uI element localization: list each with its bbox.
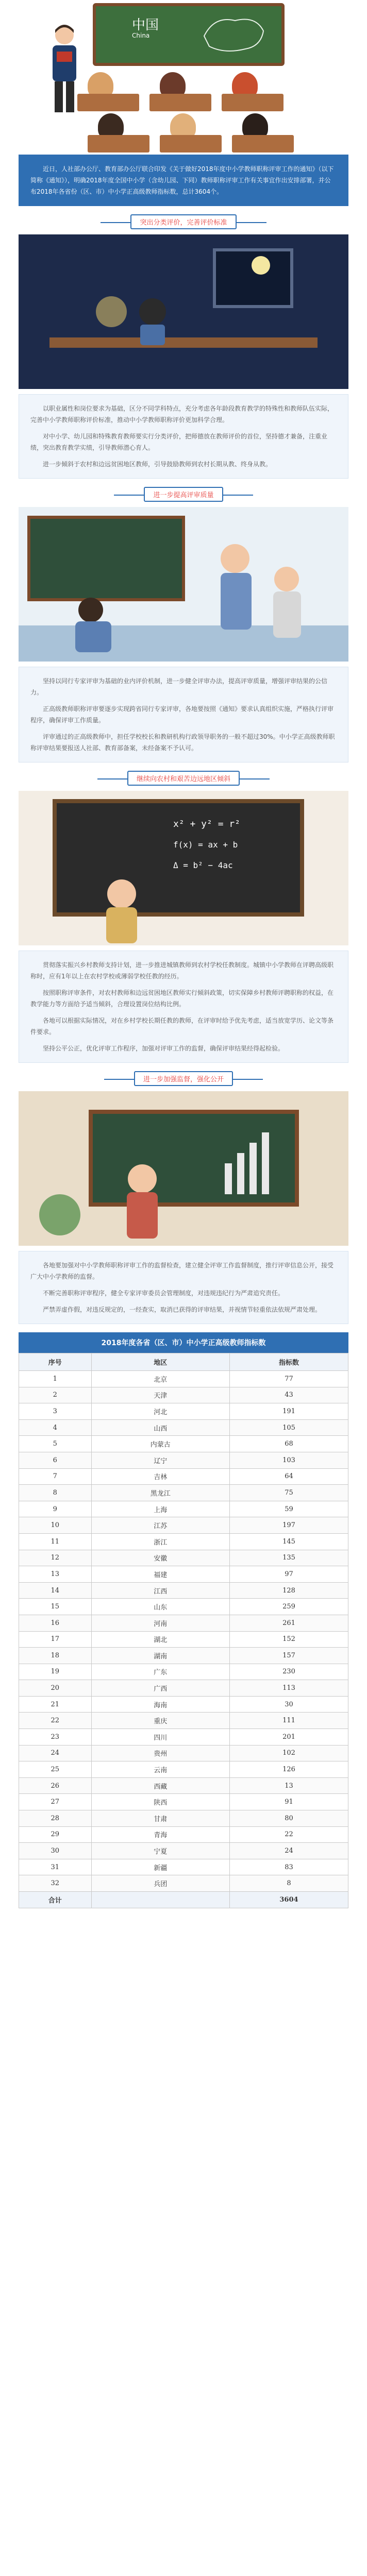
row-quota: 24 bbox=[229, 1843, 348, 1859]
section-heading: 进一步加强监督，强化公开 bbox=[134, 1071, 233, 1086]
row-quota: 145 bbox=[229, 1533, 348, 1550]
section-heading-wrap bbox=[0, 762, 367, 791]
row-region: 海南 bbox=[91, 1696, 229, 1713]
row-region: 山西 bbox=[91, 1419, 229, 1436]
row-quota: 105 bbox=[229, 1419, 348, 1436]
table-row bbox=[19, 1615, 348, 1631]
section-box bbox=[19, 951, 348, 1063]
row-quota: 91 bbox=[229, 1794, 348, 1810]
section-box bbox=[19, 667, 348, 762]
row-region: 上海 bbox=[91, 1501, 229, 1517]
row-quota: 201 bbox=[229, 1729, 348, 1745]
row-quota: 64 bbox=[229, 1468, 348, 1485]
row-region: 河北 bbox=[91, 1403, 229, 1420]
table-row bbox=[19, 1648, 348, 1664]
row-rank: 23 bbox=[19, 1729, 92, 1745]
row-quota: 68 bbox=[229, 1436, 348, 1452]
illustration-art bbox=[19, 791, 348, 945]
row-rank: 28 bbox=[19, 1810, 92, 1827]
row-rank: 9 bbox=[19, 1501, 92, 1517]
table-row bbox=[19, 1745, 348, 1761]
row-region: 安徽 bbox=[91, 1550, 229, 1566]
row-rank: 6 bbox=[19, 1452, 92, 1468]
row-rank: 16 bbox=[19, 1615, 92, 1631]
row-quota: 43 bbox=[229, 1387, 348, 1403]
table-row bbox=[19, 1371, 348, 1387]
math-board-illustration bbox=[19, 791, 348, 945]
section-heading: 继续向农村和艰苦边远地区倾斜 bbox=[127, 771, 240, 786]
presentation-illustration bbox=[19, 1091, 348, 1246]
classroom-desks bbox=[77, 72, 314, 149]
row-quota: 80 bbox=[229, 1810, 348, 1827]
row-rank: 24 bbox=[19, 1745, 92, 1761]
row-quota: 152 bbox=[229, 1631, 348, 1648]
quota-table bbox=[19, 1353, 348, 1908]
paragraph: 正高级教师职称评审要逐步实现跨省同行专家评审，各地要按照《通知》要求认真组织实施，严格执行评审程序，确保评审工作质量。 bbox=[30, 705, 334, 724]
row-quota: 59 bbox=[229, 1501, 348, 1517]
desk bbox=[160, 135, 222, 152]
table-row bbox=[19, 1582, 348, 1599]
row-region: 吉林 bbox=[91, 1468, 229, 1485]
header-region: 地区 bbox=[91, 1353, 229, 1371]
total-value: 3604 bbox=[229, 1892, 348, 1908]
table-row bbox=[19, 1501, 348, 1517]
table-row bbox=[19, 1436, 348, 1452]
row-quota: 77 bbox=[229, 1371, 348, 1387]
row-rank: 20 bbox=[19, 1680, 92, 1697]
svg-text:x² + y² = r²: x² + y² = r² bbox=[173, 819, 241, 829]
table-row bbox=[19, 1468, 348, 1485]
board-text-en: China bbox=[132, 32, 150, 39]
row-quota: 113 bbox=[229, 1680, 348, 1697]
row-rank: 8 bbox=[19, 1485, 92, 1501]
paragraph: 贯彻落实振兴乡村教师支持计划，进一步推进城镇教师到农村学校任教制度。城镇中小学教师在评聘高级职称时，应有1年以上在农村学校或薄弱学校任教的经历。 bbox=[30, 961, 334, 980]
row-region: 黑龙江 bbox=[91, 1485, 229, 1501]
row-rank: 29 bbox=[19, 1826, 92, 1843]
row-region: 河南 bbox=[91, 1615, 229, 1631]
row-rank: 7 bbox=[19, 1468, 92, 1485]
quota-table-section bbox=[19, 1332, 348, 1908]
section-heading-wrap bbox=[0, 479, 367, 507]
table-header-row bbox=[19, 1353, 348, 1371]
paragraph: 以职业属性和岗位要求为基础，区分不同学科特点，充分考虑各年龄段教育教学的特殊性和教师队伍实际，完善中小学教师职称评价标准，推动中小学教师职称评价更加科学合理。 bbox=[30, 405, 334, 423]
row-rank: 21 bbox=[19, 1696, 92, 1713]
row-region: 湖南 bbox=[91, 1648, 229, 1664]
row-rank: 32 bbox=[19, 1875, 92, 1892]
row-quota: 128 bbox=[229, 1582, 348, 1599]
row-quota: 191 bbox=[229, 1403, 348, 1420]
row-region: 浙江 bbox=[91, 1533, 229, 1550]
row-region: 湖北 bbox=[91, 1631, 229, 1648]
paragraph: 各地可以根据实际情况，对在乡村学校长期任教的教师，在评审时给予优先考虑，适当放宽学历、论文等条件要求。 bbox=[30, 1017, 334, 1036]
header-quota: 指标数 bbox=[229, 1353, 348, 1371]
row-quota: 126 bbox=[229, 1761, 348, 1778]
illustration-art bbox=[19, 507, 348, 662]
table-row bbox=[19, 1696, 348, 1713]
row-quota: 197 bbox=[229, 1517, 348, 1534]
row-rank: 5 bbox=[19, 1436, 92, 1452]
row-quota: 83 bbox=[229, 1859, 348, 1875]
paragraph: 进一步倾斜于农村和边远贫困地区教师，引导鼓励教师到农村长期从教、终身从教。 bbox=[43, 461, 272, 468]
row-rank: 3 bbox=[19, 1403, 92, 1420]
table-row bbox=[19, 1452, 348, 1468]
row-quota: 135 bbox=[229, 1550, 348, 1566]
table-body bbox=[19, 1371, 348, 1892]
row-region: 广西 bbox=[91, 1680, 229, 1697]
desk bbox=[77, 94, 139, 111]
map-drawing bbox=[194, 10, 271, 57]
table-row bbox=[19, 1599, 348, 1615]
row-rank: 26 bbox=[19, 1777, 92, 1794]
illustration-art bbox=[19, 1091, 348, 1246]
svg-text:f(x) = ax + b: f(x) = ax + b bbox=[173, 840, 238, 850]
table-row bbox=[19, 1843, 348, 1859]
desk bbox=[149, 94, 211, 111]
table-row bbox=[19, 1403, 348, 1420]
table-row bbox=[19, 1566, 348, 1583]
row-rank: 22 bbox=[19, 1713, 92, 1729]
row-rank: 15 bbox=[19, 1599, 92, 1615]
row-quota: 8 bbox=[229, 1875, 348, 1892]
row-region: 山东 bbox=[91, 1599, 229, 1615]
row-rank: 30 bbox=[19, 1843, 92, 1859]
paragraph: 不断完善职称评审程序，健全专家评审委员会管理制度，对违规违纪行为严肃追究责任。 bbox=[43, 1290, 285, 1297]
section-heading: 进一步提高评审质量 bbox=[144, 487, 223, 502]
teacher-discussion-illustration bbox=[19, 507, 348, 662]
row-quota: 103 bbox=[229, 1452, 348, 1468]
row-quota: 22 bbox=[229, 1826, 348, 1843]
table-title: 2018年度各省（区、市）中小学正高级教师指标数 bbox=[19, 1332, 348, 1353]
row-region: 云南 bbox=[91, 1761, 229, 1778]
desk bbox=[88, 135, 149, 152]
night-study-illustration bbox=[19, 234, 348, 389]
row-quota: 75 bbox=[229, 1485, 348, 1501]
section-heading-wrap bbox=[0, 1063, 367, 1091]
intro-text: 近日，人社部办公厅、教育部办公厅联合印发《关于做好2018年度中小学教师职称评审工作的通知》（以下简称《通知》），明确2018年度全国中小学（含幼儿园、下同）教师职称评审工作有关事宜作出安排部署，并公布2018年各省份（区、市）中小学正高级教师指标数，总计3604个。 bbox=[30, 165, 334, 195]
section-box bbox=[19, 394, 348, 479]
table-row bbox=[19, 1680, 348, 1697]
total-empty bbox=[91, 1892, 229, 1908]
paragraph: 评审通过的正高级教师中，担任学校校长和教研机构行政领导职务的一般不超过30%。中小学正高级教师职称评审结果要报送人社部、教育部备案，未经备案不予认可。 bbox=[30, 733, 335, 752]
header-rank: 序号 bbox=[19, 1353, 92, 1371]
table-row bbox=[19, 1713, 348, 1729]
row-region: 重庆 bbox=[91, 1713, 229, 1729]
blackboard bbox=[93, 3, 285, 66]
row-quota: 13 bbox=[229, 1777, 348, 1794]
table-row bbox=[19, 1533, 348, 1550]
row-region: 辽宁 bbox=[91, 1452, 229, 1468]
desk bbox=[232, 135, 294, 152]
table-row bbox=[19, 1859, 348, 1875]
row-quota: 30 bbox=[229, 1696, 348, 1713]
row-rank: 31 bbox=[19, 1859, 92, 1875]
row-quota: 259 bbox=[229, 1599, 348, 1615]
table-row bbox=[19, 1517, 348, 1534]
row-region: 兵团 bbox=[91, 1875, 229, 1892]
row-region: 福建 bbox=[91, 1566, 229, 1583]
hero-illustration bbox=[0, 0, 367, 155]
row-region: 宁夏 bbox=[91, 1843, 229, 1859]
row-region: 北京 bbox=[91, 1371, 229, 1387]
table-row bbox=[19, 1761, 348, 1778]
row-quota: 111 bbox=[229, 1713, 348, 1729]
table-row bbox=[19, 1550, 348, 1566]
table-row bbox=[19, 1387, 348, 1403]
row-quota: 261 bbox=[229, 1615, 348, 1631]
row-rank: 14 bbox=[19, 1582, 92, 1599]
table-row bbox=[19, 1664, 348, 1680]
row-rank: 18 bbox=[19, 1648, 92, 1664]
row-rank: 10 bbox=[19, 1517, 92, 1534]
row-region: 江苏 bbox=[91, 1517, 229, 1534]
row-rank: 1 bbox=[19, 1371, 92, 1387]
total-label: 合计 bbox=[19, 1892, 92, 1908]
row-region: 贵州 bbox=[91, 1745, 229, 1761]
row-region: 陕西 bbox=[91, 1794, 229, 1810]
table-row bbox=[19, 1794, 348, 1810]
row-rank: 13 bbox=[19, 1566, 92, 1583]
section-box bbox=[19, 1251, 348, 1324]
board-text-cn: 中国 bbox=[132, 18, 159, 33]
desk bbox=[222, 94, 283, 111]
row-quota: 157 bbox=[229, 1648, 348, 1664]
row-rank: 4 bbox=[19, 1419, 92, 1436]
table-row bbox=[19, 1419, 348, 1436]
row-region: 天津 bbox=[91, 1387, 229, 1403]
row-region: 江西 bbox=[91, 1582, 229, 1599]
row-region: 广东 bbox=[91, 1664, 229, 1680]
row-region: 西藏 bbox=[91, 1777, 229, 1794]
row-rank: 27 bbox=[19, 1794, 92, 1810]
table-row bbox=[19, 1826, 348, 1843]
row-quota: 97 bbox=[229, 1566, 348, 1583]
table-total-row bbox=[19, 1892, 348, 1908]
paragraph: 各地要加强对中小学教师职称评审工作的监督检查，建立健全评审工作监督制度，推行评审信息公开，接受广大中小学教师的监督。 bbox=[30, 1262, 334, 1280]
row-region: 甘肃 bbox=[91, 1810, 229, 1827]
illustration-art bbox=[19, 234, 348, 389]
section-heading-wrap bbox=[0, 206, 367, 234]
row-region: 新疆 bbox=[91, 1859, 229, 1875]
row-rank: 17 bbox=[19, 1631, 92, 1648]
row-rank: 19 bbox=[19, 1664, 92, 1680]
paragraph: 按照职称评审条件，对农村教师和边远贫困地区教师实行倾斜政策，切实保障乡村教师评聘职称的权益，在教学能力等方面给予适当倾斜，合理设置岗位结构比例。 bbox=[30, 989, 334, 1008]
table-row bbox=[19, 1631, 348, 1648]
row-quota: 102 bbox=[229, 1745, 348, 1761]
row-rank: 11 bbox=[19, 1533, 92, 1550]
table-row bbox=[19, 1777, 348, 1794]
paragraph: 坚持公平公正，优化评审工作程序，加强对评审工作的监督，确保评审结果经得起检验。 bbox=[43, 1045, 285, 1052]
paragraph: 坚持以同行专家评审为基础的业内评价机制，进一步健全评审办法，提高评审质量，增强评审结果的公信力。 bbox=[30, 677, 328, 696]
row-region: 内蒙古 bbox=[91, 1436, 229, 1452]
paragraph: 对中小学、幼儿园和特殊教育教师要实行分类评价，把师德放在教师评价的首位，坚持德才兼备，注重业绩，突出教育教学实绩，引导教师潜心育人。 bbox=[30, 433, 328, 451]
svg-text:Δ = b² − 4ac: Δ = b² − 4ac bbox=[173, 860, 233, 870]
row-rank: 12 bbox=[19, 1550, 92, 1566]
table-row bbox=[19, 1729, 348, 1745]
row-region: 四川 bbox=[91, 1729, 229, 1745]
paragraph: 严禁弄虚作假，对违反规定的，一经查实，取消已获得的评审结果，并视情节轻重依法依规严肃处理。 bbox=[43, 1306, 322, 1313]
section-heading: 突出分类评价，完善评价标准 bbox=[130, 214, 236, 229]
row-region: 青海 bbox=[91, 1826, 229, 1843]
table-row bbox=[19, 1485, 348, 1501]
table-row bbox=[19, 1810, 348, 1827]
table-row bbox=[19, 1875, 348, 1892]
row-rank: 25 bbox=[19, 1761, 92, 1778]
row-rank: 2 bbox=[19, 1387, 92, 1403]
row-quota: 230 bbox=[229, 1664, 348, 1680]
intro-box bbox=[19, 155, 348, 206]
